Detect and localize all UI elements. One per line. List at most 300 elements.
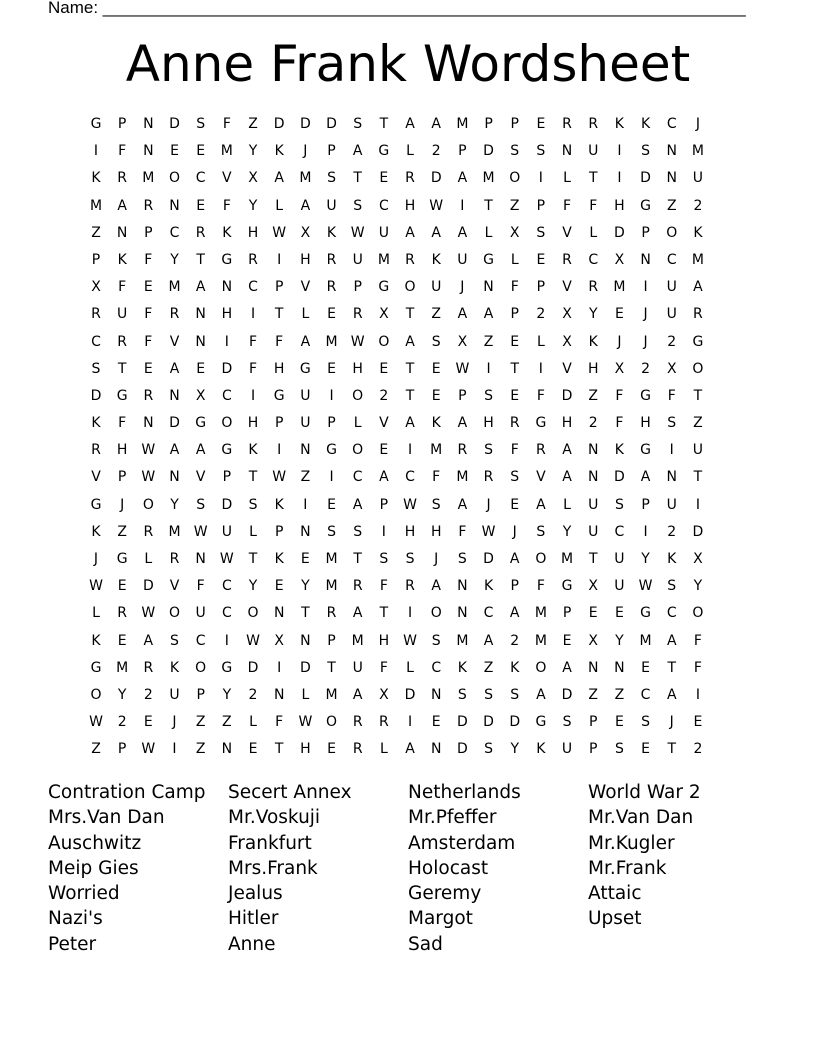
grid-letter: W: [350, 333, 365, 350]
grid-letter: G: [483, 251, 494, 268]
grid-letter: R: [352, 714, 363, 731]
grid-letter: T: [353, 170, 362, 187]
grid-letter: F: [248, 333, 258, 350]
grid-letter: Y: [615, 632, 624, 649]
grid-letter: J: [643, 306, 648, 323]
grid-letter: L: [353, 415, 362, 432]
grid-letter: N: [195, 306, 206, 323]
grid-letter: S: [327, 170, 336, 187]
grid-letter: I: [669, 442, 674, 459]
grid-letter: M: [639, 632, 652, 649]
grid-letter: M: [561, 551, 574, 567]
grid-letter: G: [692, 333, 704, 350]
grid-letter: H: [561, 415, 573, 432]
word-column: [408, 780, 521, 957]
grid-letter: F: [222, 197, 231, 214]
word-list-item: Sad: [408, 933, 443, 955]
grid-letter: H: [430, 523, 442, 540]
grid-letter: E: [588, 605, 598, 622]
grid-letter: O: [195, 659, 207, 676]
grid-letter: A: [457, 170, 468, 187]
grid-letter: C: [483, 605, 494, 622]
grid-letter: W: [141, 442, 156, 459]
grid-letter: S: [484, 442, 493, 459]
grid-letter: F: [563, 197, 572, 214]
grid-letter: A: [405, 333, 415, 350]
grid-letter: R: [352, 578, 363, 595]
grid-letter: Z: [588, 387, 599, 404]
word-list-item: Anne: [228, 933, 276, 955]
grid-letter: N: [273, 605, 285, 622]
grid-letter: I: [486, 360, 491, 377]
grid-letter: J: [617, 333, 622, 350]
grid-letter: R: [562, 251, 572, 268]
grid-letter: A: [195, 442, 206, 459]
grid-letter: D: [221, 360, 233, 377]
grid-letter: S: [457, 686, 467, 703]
grid-letter: Z: [666, 197, 677, 214]
grid-letter: F: [510, 442, 519, 459]
grid-letter: H: [614, 197, 625, 214]
grid-letter: T: [353, 551, 362, 567]
grid-letter: U: [457, 251, 468, 268]
grid-letter: A: [483, 632, 494, 649]
grid-letter: T: [274, 741, 284, 758]
grid-letter: N: [666, 170, 677, 187]
grid-letter: L: [484, 224, 493, 241]
grid-letter: L: [563, 170, 571, 187]
grid-letter: A: [405, 415, 415, 432]
grid-letter: D: [483, 714, 494, 731]
grid-letter: M: [691, 143, 704, 160]
grid-letter: P: [641, 496, 650, 513]
grid-letter: 2: [248, 686, 258, 703]
grid-letter: L: [589, 224, 598, 241]
grid-letter: V: [562, 224, 572, 241]
word-list-item: Jealus: [228, 883, 283, 905]
grid-letter: D: [561, 387, 573, 404]
grid-letter: D: [483, 143, 494, 160]
grid-letter: R: [562, 116, 572, 132]
grid-letter: 2: [117, 714, 127, 731]
grid-letter: F: [275, 333, 284, 350]
grid-letter: W: [219, 551, 234, 567]
grid-letter: Y: [693, 578, 703, 595]
grid-letter: F: [667, 387, 676, 404]
grid-letter: G: [90, 116, 102, 132]
grid-letter: P: [510, 578, 519, 595]
grid-letter: N: [195, 551, 206, 567]
grid-letter: N: [300, 523, 311, 540]
grid-letter: J: [695, 116, 700, 132]
grid-letter: V: [300, 279, 311, 296]
grid-letter: E: [327, 741, 336, 758]
grid-letter: A: [457, 415, 468, 432]
grid-letter: E: [117, 632, 127, 649]
word-column: [588, 780, 701, 932]
word-list-item: Auschwitz: [48, 832, 142, 854]
grid-letter: A: [562, 659, 572, 676]
grid-letter: T: [667, 659, 677, 676]
grid-letter: Z: [614, 686, 625, 703]
grid-letter: Z: [195, 714, 206, 731]
grid-letter: P: [379, 496, 389, 513]
grid-letter: W: [481, 523, 496, 540]
grid-letter: K: [91, 415, 101, 432]
grid-letter: G: [378, 143, 390, 160]
grid-letter: L: [249, 714, 257, 731]
grid-letter: K: [169, 659, 180, 676]
grid-letter: J: [460, 279, 465, 296]
grid-letter: I: [643, 523, 648, 540]
grid-letter: S: [170, 632, 179, 649]
grid-letter: A: [431, 224, 441, 241]
grid-letter: O: [352, 442, 364, 459]
grid-letter: M: [456, 632, 469, 649]
grid-letter: P: [274, 279, 284, 296]
grid-letter: N: [169, 387, 180, 404]
grid-letter: Z: [117, 523, 127, 540]
grid-letter: U: [117, 306, 128, 323]
grid-letter: A: [169, 442, 180, 459]
grid-letter: J: [120, 496, 125, 513]
grid-letter: A: [562, 442, 572, 459]
grid-letter: F: [510, 279, 519, 296]
grid-letter: P: [458, 143, 467, 160]
grid-letter: P: [327, 415, 336, 432]
grid-letter: E: [170, 143, 179, 160]
grid-letter: R: [91, 306, 101, 323]
grid-letter: R: [405, 578, 415, 595]
grid-letter: T: [117, 360, 127, 377]
grid-letter: P: [327, 632, 336, 649]
grid-letter: I: [695, 686, 700, 703]
grid-letter: S: [510, 469, 520, 486]
grid-letter: I: [172, 741, 177, 758]
grid-letter: V: [195, 469, 206, 486]
grid-letter: C: [169, 224, 180, 241]
grid-letter: C: [91, 333, 101, 350]
grid-letter: M: [89, 197, 103, 214]
grid-letter: P: [222, 469, 232, 486]
grid-letter: A: [169, 360, 180, 377]
grid-letter: G: [561, 578, 573, 595]
grid-letter: N: [169, 197, 180, 214]
grid-letter: Y: [588, 306, 598, 323]
grid-letter: R: [326, 251, 337, 268]
grid-letter: P: [484, 116, 493, 132]
word-list-item: Frankfurt: [228, 832, 312, 854]
grid-letter: Z: [588, 686, 599, 703]
grid-letter: S: [562, 714, 572, 731]
grid-letter: P: [536, 279, 546, 296]
grid-letter: E: [536, 251, 546, 268]
grid-letter: T: [379, 116, 389, 132]
word-list-item: Mr.Van Dan: [588, 807, 694, 829]
grid-letter: Y: [248, 197, 258, 214]
grid-letter: S: [641, 714, 650, 731]
grid-letter: Z: [300, 469, 311, 486]
grid-letter: A: [693, 279, 703, 296]
grid-letter: F: [275, 714, 284, 731]
grid-letter: A: [562, 469, 572, 486]
grid-letter: C: [195, 170, 206, 187]
grid-letter: P: [353, 279, 362, 296]
grid-letter: G: [195, 415, 207, 432]
grid-letter: K: [483, 578, 494, 595]
grid-letter: W: [272, 224, 287, 241]
grid-letter: E: [614, 605, 624, 622]
grid-letter: Z: [91, 741, 101, 758]
grid-letter: L: [406, 659, 414, 676]
grid-letter: R: [143, 659, 154, 676]
grid-letter: K: [693, 224, 703, 241]
grid-letter: V: [222, 170, 232, 187]
grid-letter: S: [667, 415, 677, 432]
grid-letter: R: [195, 224, 206, 241]
grid-letter: N: [169, 469, 180, 486]
grid-letter: L: [301, 306, 310, 323]
grid-letter: R: [169, 306, 180, 323]
grid-letter: F: [144, 333, 153, 350]
grid-letter: S: [327, 523, 336, 540]
grid-letter: M: [613, 279, 626, 296]
grid-letter: I: [407, 714, 413, 731]
word-list-item: Amsterdam: [408, 832, 516, 854]
grid-letter: D: [169, 116, 180, 132]
grid-letter: I: [460, 197, 465, 214]
grid-letter: R: [588, 116, 599, 132]
grid-letter: M: [325, 551, 338, 567]
grid-letter: K: [588, 333, 598, 350]
grid-letter: J: [172, 714, 177, 731]
grid-letter: F: [693, 632, 702, 649]
grid-letter: H: [378, 632, 390, 649]
grid-letter: M: [325, 686, 338, 703]
grid-letter: D: [561, 686, 573, 703]
grid-letter: Y: [562, 523, 572, 540]
grid-letter: S: [196, 116, 206, 132]
grid-letter: R: [117, 170, 128, 187]
grid-letter: E: [327, 306, 336, 323]
grid-letter: Z: [91, 224, 101, 241]
grid-letter: U: [588, 143, 599, 160]
grid-letter: F: [118, 279, 127, 296]
grid-letter: R: [405, 251, 415, 268]
grid-letter: W: [403, 632, 417, 649]
grid-letter: L: [144, 551, 153, 567]
grid-letter: G: [299, 360, 311, 377]
grid-letter: M: [482, 170, 495, 187]
grid-letter: S: [484, 387, 493, 404]
grid-letter: O: [404, 279, 416, 296]
grid-letter: D: [273, 116, 285, 132]
grid-letter: N: [587, 659, 599, 676]
grid-letter: R: [536, 442, 546, 459]
grid-letter: X: [693, 551, 703, 567]
grid-letter: G: [640, 197, 651, 214]
grid-letter: I: [538, 360, 543, 377]
grid-letter: A: [536, 686, 546, 703]
grid-letter: 2: [588, 415, 598, 432]
grid-letter: 2: [379, 387, 389, 404]
grid-letter: X: [91, 279, 101, 296]
grid-letter: T: [510, 360, 519, 377]
grid-letter: S: [536, 224, 546, 241]
grid-letter: I: [407, 605, 413, 622]
grid-letter: F: [432, 469, 441, 486]
grid-letter: T: [693, 469, 703, 486]
grid-letter: U: [561, 741, 573, 758]
grid-letter: 2: [667, 523, 677, 540]
grid-letter: A: [640, 469, 651, 486]
grid-letter: D: [247, 659, 259, 676]
grid-letter: S: [614, 496, 624, 513]
grid-letter: T: [196, 251, 205, 268]
grid-letter: M: [430, 442, 443, 459]
grid-letter: A: [379, 469, 389, 486]
grid-letter: J: [303, 143, 308, 160]
grid-letter: X: [614, 360, 625, 377]
grid-letter: E: [327, 496, 336, 513]
grid-letter: E: [431, 387, 441, 404]
grid-letter: P: [536, 197, 546, 214]
grid-letter: U: [666, 279, 677, 296]
grid-letter: G: [116, 387, 128, 404]
grid-letter: S: [248, 496, 258, 513]
grid-letter: P: [117, 741, 127, 758]
grid-letter: G: [273, 387, 285, 404]
grid-letter: K: [614, 442, 624, 459]
grid-letter: O: [326, 714, 338, 731]
word-list-item: Netherlands: [408, 782, 521, 803]
grid-letter: A: [536, 496, 546, 513]
grid-letter: I: [407, 442, 413, 459]
grid-letter: I: [617, 143, 622, 160]
grid-letter: G: [90, 659, 102, 676]
name-field[interactable]: Name: ____________________________________________________________________: [48, 0, 746, 17]
grid-letter: D: [142, 578, 154, 595]
grid-letter: Z: [431, 306, 441, 323]
grid-letter: C: [195, 632, 206, 649]
grid-letter: M: [220, 143, 233, 160]
grid-letter: F: [379, 659, 388, 676]
grid-letter: I: [277, 251, 282, 268]
grid-letter: L: [406, 143, 414, 160]
grid-letter: R: [248, 251, 258, 268]
grid-letter: A: [405, 741, 415, 758]
grid-letter: P: [274, 415, 284, 432]
grid-letter: E: [510, 496, 520, 513]
grid-letter: K: [614, 116, 624, 132]
grid-letter: K: [640, 116, 651, 132]
grid-letter: O: [168, 170, 181, 187]
grid-letter: N: [116, 224, 128, 241]
grid-letter: D: [299, 659, 311, 676]
grid-letter: U: [692, 170, 704, 187]
grid-letter: T: [667, 741, 677, 758]
grid-letter: F: [144, 251, 153, 268]
grid-letter: E: [510, 387, 520, 404]
grid-letter: E: [143, 279, 153, 296]
word-list-item: Mrs.Van Dan: [48, 807, 165, 829]
grid-letter: M: [534, 605, 547, 622]
word-list-item: Upset: [588, 908, 642, 930]
grid-letter: T: [405, 360, 415, 377]
grid-letter: L: [275, 197, 284, 214]
grid-letter: R: [143, 387, 154, 404]
grid-letter: H: [247, 415, 259, 432]
grid-letter: I: [695, 496, 700, 513]
grid-letter: I: [381, 523, 386, 540]
grid-letter: M: [351, 632, 364, 649]
grid-letter: L: [510, 251, 519, 268]
grid-letter: P: [510, 306, 519, 323]
grid-letter: N: [587, 442, 599, 459]
grid-letter: K: [457, 659, 467, 676]
grid-letter: O: [535, 659, 547, 676]
grid-letter: K: [667, 551, 677, 567]
grid-letter: A: [405, 116, 415, 132]
grid-letter: S: [484, 741, 493, 758]
grid-letter: N: [483, 279, 494, 296]
grid-letter: F: [144, 306, 153, 323]
grid-letter: C: [221, 605, 232, 622]
grid-letter: O: [378, 333, 390, 350]
grid-letter: M: [325, 333, 338, 350]
grid-letter: R: [588, 279, 599, 296]
grid-letter: U: [588, 523, 599, 540]
grid-letter: W: [350, 224, 365, 241]
word-list-item: Meip Gies: [48, 857, 139, 879]
grid-letter: H: [404, 197, 416, 214]
grid-letter: U: [666, 496, 677, 513]
grid-letter: P: [641, 224, 650, 241]
grid-letter: A: [195, 279, 206, 296]
grid-letter: X: [300, 224, 311, 241]
grid-letter: I: [277, 442, 282, 459]
grid-letter: X: [562, 306, 572, 323]
grid-letter: H: [221, 306, 233, 323]
grid-letter: E: [379, 360, 389, 377]
grid-letter: C: [221, 387, 232, 404]
grid-letter: X: [588, 578, 599, 595]
grid-letter: T: [379, 605, 389, 622]
grid-letter: O: [430, 605, 442, 622]
grid-letter: K: [274, 551, 284, 567]
grid-letter: J: [93, 551, 99, 567]
grid-letter: D: [640, 170, 651, 187]
grid-letter: Z: [483, 659, 494, 676]
grid-letter: E: [248, 741, 258, 758]
grid-letter: U: [614, 551, 625, 567]
grid-letter: U: [588, 496, 599, 513]
grid-letter: L: [379, 741, 388, 758]
grid-letter: A: [352, 605, 363, 622]
grid-letter: Z: [483, 333, 494, 350]
grid-letter: C: [405, 469, 415, 486]
word-list-item: Contration Camp: [48, 782, 206, 803]
grid-letter: T: [484, 197, 493, 214]
grid-letter: N: [143, 415, 154, 432]
grid-letter: W: [298, 714, 313, 731]
grid-letter: D: [692, 523, 704, 540]
grid-letter: X: [248, 170, 258, 187]
grid-letter: S: [353, 116, 363, 132]
grid-letter: M: [168, 523, 181, 540]
grid-letter: D: [456, 714, 468, 731]
grid-letter: O: [90, 686, 102, 703]
